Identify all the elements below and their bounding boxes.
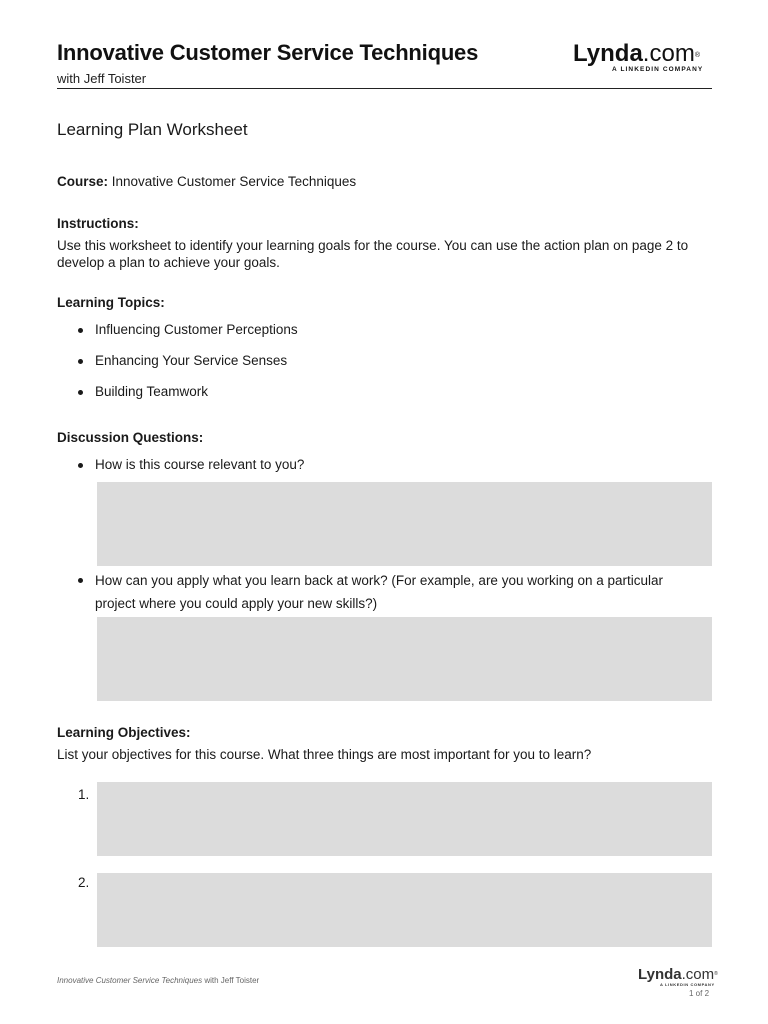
learning-topics-heading: Learning Topics: (57, 295, 165, 310)
footer-course-credit: Innovative Customer Service Techniques with Jeff Toister (57, 976, 260, 985)
objective-number: 2. (78, 875, 90, 890)
footer-logo-tagline: A LINKEDIN COMPANY (660, 982, 715, 987)
learning-objectives-text: List your objectives for this course. What three things are most important for you to learn? (57, 747, 592, 762)
course-label: Course: (57, 174, 109, 189)
lynda-logo (573, 42, 713, 78)
list-item: How can you apply what you learn back at work? (For example, are you working on a particular project where you could apply your new skills?) (78, 569, 698, 615)
logo-word-bold: Lynda (573, 40, 643, 67)
bullet-icon (78, 463, 83, 468)
learning-objectives-heading: Learning Objectives: (57, 725, 191, 740)
author-subtitle: with Jeff Toister (57, 71, 147, 86)
logo-registered: ® (694, 52, 700, 59)
footer-logo-word-rest: .com (681, 966, 715, 983)
discussion-questions-heading: Discussion Questions: (57, 430, 204, 445)
course-line (57, 174, 356, 189)
worksheet-page: Innovative Customer Service Techniques with Jeff Toister Lynda.com® A LINKEDIN COMPANY Learning Plan Worksheet Course: Innovative Customer Service Techniques Instructions: Use this worksheet to identify your learning goals for the course. You can use the action plan on page 2 to develop a plan to achieve your goals. Learning Topics: Influencing Customer Perceptions Enhancing Your Service Senses Building Teamwork Discussion Questions: How is this course relevant to you? How can you apply what you learn back at work? (For example, are you working on a particular project where you could apply your new skills?) Learning Objectives: List your objectives for this course. What three things are most important for you to learn? 1. 2. Innovative Customer Service Techniques with Jeff Toister Lynda.com® A LINKEDIN COMPANY 1 of 2 (57, 40, 718, 998)
instructions-text: Use this worksheet to identify your learning goals for the course. You can use the action plan on page 2 to develop a plan to achieve your goals. (57, 238, 689, 270)
header-divider (57, 88, 712, 89)
bullet-icon (78, 578, 83, 583)
answer-field-apply-at-work[interactable] (97, 617, 712, 701)
course-value: Innovative Customer Service Techniques (108, 174, 357, 189)
footer-logo-registered: ® (714, 971, 718, 977)
footer-logo-word-bold: Lynda (638, 966, 682, 983)
objective-field-2[interactable] (97, 873, 712, 947)
bullet-icon (78, 390, 83, 395)
page-number: 1 of 2 (689, 989, 710, 998)
course-title: Innovative Customer Service Techniques (57, 40, 479, 65)
footer-lynda-logo (638, 967, 718, 987)
logo-tagline: A LINKEDIN COMPANY (612, 66, 704, 73)
instructions-heading: Instructions: (57, 216, 139, 231)
answer-field-relevance[interactable] (97, 482, 712, 566)
objective-field-1[interactable] (97, 782, 712, 856)
bullet-icon (78, 328, 83, 333)
bullet-icon (78, 359, 83, 364)
objective-number: 1. (78, 787, 90, 802)
logo-word-rest: .com (642, 40, 695, 67)
page-title: Learning Plan Worksheet (57, 120, 248, 139)
